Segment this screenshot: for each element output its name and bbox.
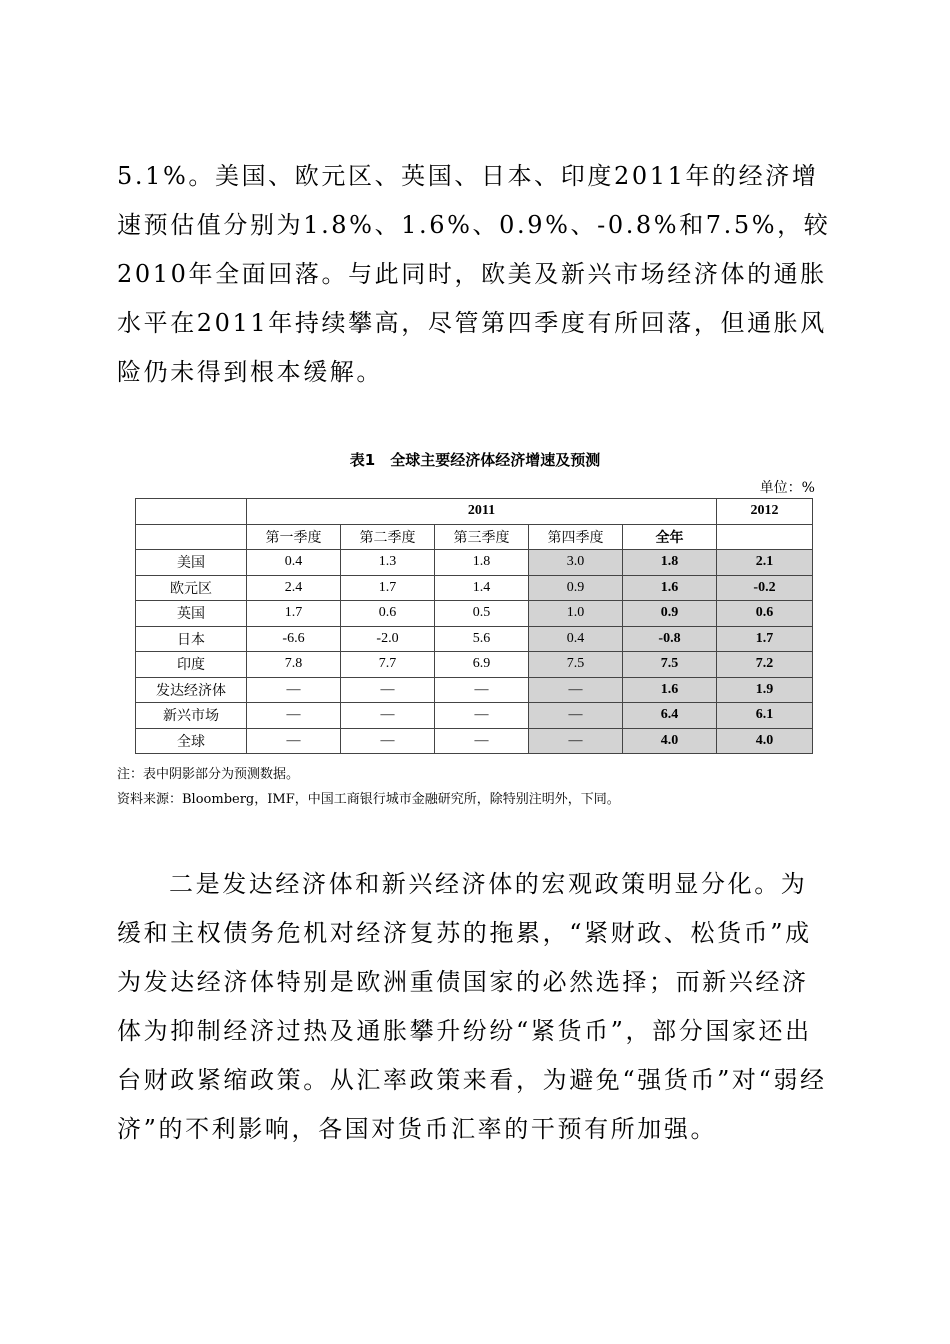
table-cell: 1.8	[435, 550, 529, 576]
paragraph-2: 二是发达经济体和新兴经济体的宏观政策明显分化。为缓和主权债务危机对经济复苏的拖累，“紧财政、松货币”成为发达经济体特别是欧洲重债国家的必然选择；而新兴经济体为抑制经济过热及通胀攀升纷纷“紧货币”，部分国家还出台财政紧缩政策。从汇率政策来看，为避免“强货币”对“弱经济”的不利影响，各国对货币汇率的干预有所加强。	[117, 870, 827, 1143]
table-cell: 6.1	[717, 703, 813, 729]
year-2012-header: 2012	[717, 499, 813, 525]
row-label: 全球	[136, 728, 247, 754]
table-cell: 0.9	[529, 575, 623, 601]
table-cell: 7.7	[341, 652, 435, 678]
table-cell: 1.4	[435, 575, 529, 601]
table-note: 注：表中阴影部分为预测数据。	[117, 767, 300, 782]
table-cell: -6.6	[247, 626, 341, 652]
table-cell: —	[529, 703, 623, 729]
year-2011-header: 2011	[247, 499, 717, 525]
table-row	[136, 601, 813, 627]
paragraph-1: 5.1%。美国、欧元区、英国、日本、印度2011年的经济增速预估值分别为1.8%、1.6%、0.9%、-0.8%和7.5%，较2010年全面回落。与此同时，欧美及新兴市场经济体的通胀水平在2011年持续攀高，尽管第四季度有所回落，但通胀风险仍未得到根本缓解。	[117, 162, 831, 386]
table-caption: 表1 全球主要经济体经济增速及预测	[349, 451, 601, 469]
table-cell: 1.6	[623, 677, 717, 703]
row-label: 印度	[136, 652, 247, 678]
table-cell: —	[341, 703, 435, 729]
column-header: 第三季度	[435, 524, 529, 550]
table-cell: —	[435, 703, 529, 729]
table-cell: 6.4	[623, 703, 717, 729]
table-cell: 7.2	[717, 652, 813, 678]
table-cell: —	[247, 728, 341, 754]
table-cell: 1.6	[623, 575, 717, 601]
table-cell: 4.0	[717, 728, 813, 754]
table-cell: 1.9	[717, 677, 813, 703]
row-label: 英国	[136, 601, 247, 627]
table-row	[136, 677, 813, 703]
table-cell: 0.4	[529, 626, 623, 652]
table-row	[136, 652, 813, 678]
table-cell: 1.8	[623, 550, 717, 576]
table-cell: 1.7	[717, 626, 813, 652]
row-label: 新兴市场	[136, 703, 247, 729]
table-cell: 1.7	[247, 601, 341, 627]
column-header: 全年	[623, 524, 717, 550]
row-label: 日本	[136, 626, 247, 652]
table-cell: 7.8	[247, 652, 341, 678]
corner-cell	[136, 499, 247, 525]
table-cell: -0.2	[717, 575, 813, 601]
table-cell: 5.6	[435, 626, 529, 652]
table-cell: —	[529, 728, 623, 754]
table-cell: 2.4	[247, 575, 341, 601]
table-cell: —	[247, 703, 341, 729]
table-row	[136, 626, 813, 652]
growth-table	[135, 498, 813, 754]
row-label: 美国	[136, 550, 247, 576]
column-header: 第一季度	[247, 524, 341, 550]
row-label: 欧元区	[136, 575, 247, 601]
column-header	[717, 524, 813, 550]
table-cell: 1.3	[341, 550, 435, 576]
row-label: 发达经济体	[136, 677, 247, 703]
table-row	[136, 550, 813, 576]
table-cell: —	[529, 677, 623, 703]
table-row	[136, 728, 813, 754]
table-unit: 单位：%	[759, 480, 815, 496]
table-cell: 3.0	[529, 550, 623, 576]
table-cell: 0.5	[435, 601, 529, 627]
table-cell: 7.5	[623, 652, 717, 678]
table-source: 资料来源：Bloomberg，IMF，中国工商银行城市金融研究所，除特别注明外，下同。	[117, 792, 620, 807]
table-cell: 1.0	[529, 601, 623, 627]
table-cell: —	[435, 677, 529, 703]
table-cell: 4.0	[623, 728, 717, 754]
table-cell: —	[341, 728, 435, 754]
table-row	[136, 575, 813, 601]
table-cell: 0.6	[341, 601, 435, 627]
table-cell: 2.1	[717, 550, 813, 576]
table-cell: 6.9	[435, 652, 529, 678]
column-header: 第四季度	[529, 524, 623, 550]
corner-cell	[136, 524, 247, 550]
table-cell: —	[341, 677, 435, 703]
table-cell: 1.7	[341, 575, 435, 601]
table-cell: -2.0	[341, 626, 435, 652]
table-cell: —	[435, 728, 529, 754]
table-cell: 7.5	[529, 652, 623, 678]
table-cell: 0.6	[717, 601, 813, 627]
column-header: 第二季度	[341, 524, 435, 550]
table-row	[136, 703, 813, 729]
table-cell: 0.4	[247, 550, 341, 576]
table-cell: -0.8	[623, 626, 717, 652]
table-cell: —	[247, 677, 341, 703]
table-cell: 0.9	[623, 601, 717, 627]
